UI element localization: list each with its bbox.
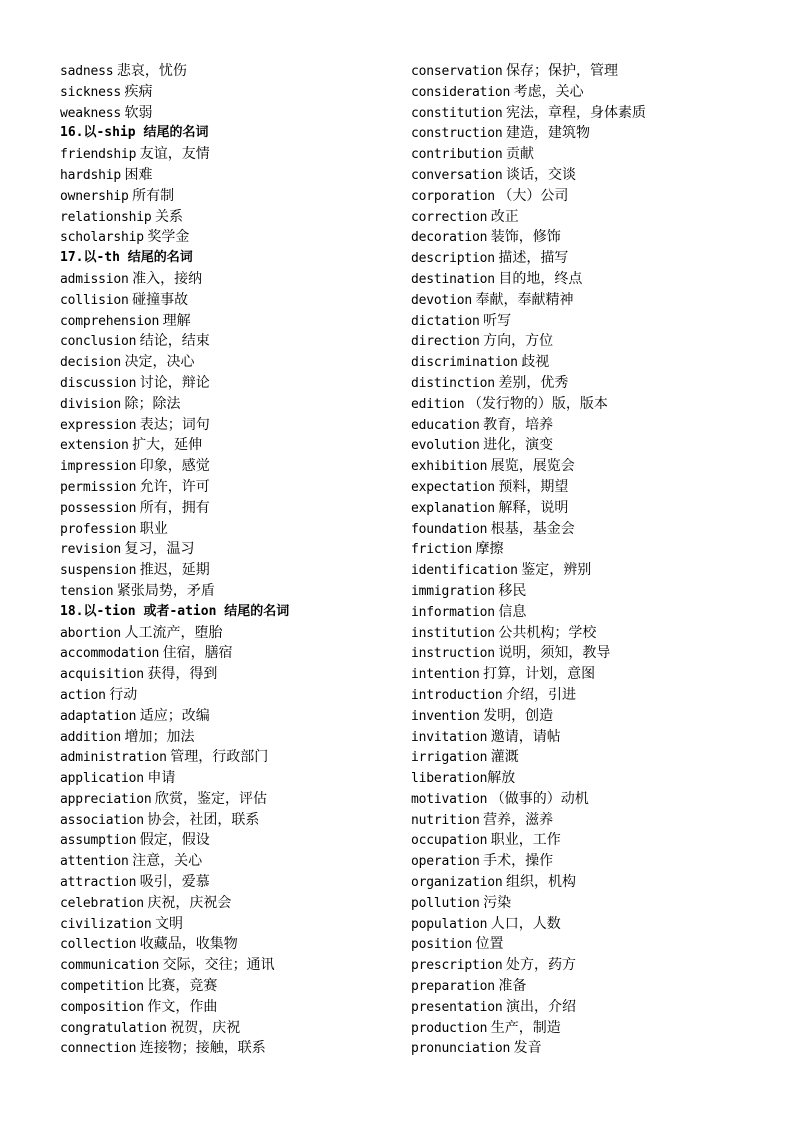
vocab-entry [411,373,771,394]
english-word: division [60,396,122,412]
vocab-entry [411,331,771,352]
chinese-meaning: 演出，介绍 [506,998,577,1015]
right-column [411,61,771,1059]
vocab-entry [60,914,400,935]
vocab-entry [411,643,771,664]
vocab-entry [60,103,400,124]
english-word: information [411,604,495,620]
vocab-entry [60,851,400,872]
chinese-meaning: 听写 [483,312,512,329]
vocab-entry [411,519,771,540]
english-word: collection [60,937,137,953]
vocab-entry [411,207,771,228]
vocab-entry [411,1018,771,1039]
chinese-meaning: 欣赏，鉴定，评估 [155,790,268,807]
english-word: acquisition [60,667,144,683]
english-word: introduction [411,687,503,703]
chinese-meaning: 邀请，请帖 [490,728,561,745]
vocab-entry [411,581,771,602]
vocab-entry [60,394,400,415]
english-word: relationship [60,209,152,225]
english-word: irrigation [411,750,488,766]
chinese-meaning: 手术，操作 [483,853,554,870]
english-word: congratulation [60,1020,167,1036]
vocab-entry [60,227,400,248]
vocab-entry [411,976,771,997]
chinese-meaning: 推迟，延期 [139,562,210,579]
vocab-entry [411,269,771,290]
chinese-meaning: 摩擦 [475,541,504,558]
vocab-entry [411,789,771,810]
english-word: accommodation [60,646,160,662]
vocab-entry [411,623,771,644]
english-word: admission [60,271,129,287]
chinese-meaning: 信息 [498,603,527,620]
chinese-meaning: 庆祝，庆祝会 [147,894,232,911]
vocab-entry [411,144,771,165]
english-word: possession [60,500,137,516]
chinese-meaning: 复习，温习 [124,541,195,558]
english-word: expression [60,417,137,433]
english-word: competition [60,979,144,995]
vocab-entry [411,747,771,768]
chinese-meaning: （发行物的）版，版本 [467,395,608,412]
english-word: sadness [60,64,114,79]
vocab-entry [60,477,400,498]
chinese-meaning: 移民 [498,582,527,599]
english-word: position [411,937,473,953]
vocab-entry [60,893,400,914]
vocab-entry [60,352,400,373]
vocab-entry [411,311,771,332]
chinese-meaning: 建造，建筑物 [506,125,591,142]
vocab-entry [60,415,400,436]
chinese-meaning: 位置 [475,936,504,953]
chinese-meaning: 人工流产，堕胎 [124,624,223,641]
chinese-meaning: 灌溉 [490,749,519,766]
chinese-meaning: 除；除法 [124,395,181,412]
english-word: conversation [411,167,503,183]
vocab-entry [411,415,771,436]
english-word: preparation [411,979,495,995]
vocab-entry [60,311,400,332]
chinese-meaning: 扩大，延伸 [132,437,203,454]
chinese-meaning: 友谊，友情 [139,146,210,163]
vocab-entry [411,934,771,955]
english-word: construction [411,126,503,142]
vocab-entry [411,893,771,914]
chinese-meaning: 职业，工作 [490,832,561,849]
english-word: composition [60,999,144,1015]
chinese-meaning: 管理，行政部门 [170,749,269,766]
english-word: motivation [411,791,488,807]
vocab-entry [411,955,771,976]
chinese-meaning: 介绍，引进 [506,686,577,703]
chinese-meaning: 进化，演变 [483,437,554,454]
vocab-entry [60,331,400,352]
left-column [60,61,400,1059]
english-word: civilization [60,916,152,932]
vocab-entry [60,830,400,851]
vocab-entry [60,789,400,810]
chinese-meaning: 差别，优秀 [498,374,569,391]
english-word: administration [60,750,167,766]
vocab-entry [60,165,400,186]
vocab-entry [411,227,771,248]
chinese-meaning: 比赛，竞赛 [147,978,218,995]
english-word: occupation [411,833,488,849]
english-word: attention [60,854,129,870]
english-word: impression [60,459,137,475]
chinese-meaning: 讨论，辩论 [139,374,210,391]
chinese-meaning: 解释，说明 [498,499,569,516]
english-word: direction [411,334,480,350]
vocab-entry [60,934,400,955]
english-word: operation [411,854,480,870]
english-word: profession [60,521,137,537]
chinese-meaning: 公共机构；学校 [498,624,597,641]
english-word: addition [60,729,122,745]
english-word: discrimination [411,355,518,371]
english-word: revision [60,542,122,558]
chinese-meaning: 允许，许可 [139,478,210,495]
chinese-meaning: 准入，接纳 [132,270,203,287]
vocab-entry [60,373,400,394]
english-word: description [411,251,495,267]
english-word: liberation [411,771,488,787]
chinese-meaning: 生产，制造 [490,1019,561,1036]
chinese-meaning: 根基，基金会 [490,520,575,537]
chinese-meaning: 适应；改编 [139,707,210,724]
chinese-meaning: （做事的）动机 [490,790,589,807]
chinese-meaning: 决定，决心 [124,354,195,371]
english-word: institution [411,625,495,641]
vocab-entry [411,997,771,1018]
chinese-meaning: 增加；加法 [124,728,195,745]
vocab-entry [411,352,771,373]
english-word: appreciation [60,791,152,807]
vocab-entry [60,1018,400,1039]
vocab-entry [411,394,771,415]
vocab-entry [60,664,400,685]
english-word: population [411,916,488,932]
chinese-meaning: 准备 [498,978,527,995]
vocab-entry [60,872,400,893]
vocab-entry [60,290,400,311]
vocab-entry [411,456,771,477]
chinese-meaning: 理解 [162,312,191,329]
vocab-entry [411,123,771,144]
section-heading: 18.以-tion 或者-ation 结尾的名词 [60,603,290,619]
vocab-entry [60,269,400,290]
vocab-entry [60,643,400,664]
english-word: immigration [411,583,495,599]
vocab-entry [60,955,400,976]
chinese-meaning: 营养，滋养 [483,811,554,828]
english-word: action [60,687,106,703]
chinese-meaning: 污染 [483,894,512,911]
chinese-meaning: 假定，假设 [139,832,210,849]
english-word: ownership [60,188,129,204]
chinese-meaning: 注意，关心 [132,853,203,870]
english-word: pronunciation [411,1041,511,1057]
english-word: presentation [411,999,503,1015]
chinese-meaning: 连接物；接触，联系 [139,1040,266,1057]
chinese-meaning: 印象，感觉 [139,458,210,475]
english-word: corporation [411,188,495,204]
chinese-meaning: 描述，描写 [498,250,569,267]
chinese-meaning: 文明 [155,915,184,932]
chinese-meaning: 收藏品，收集物 [139,936,238,953]
chinese-meaning: 展览，展览会 [490,458,575,475]
vocab-entry [411,82,771,103]
vocab-entry [411,103,771,124]
english-word: dictation [411,313,480,329]
english-word: friendship [60,147,137,163]
english-word: correction [411,209,488,225]
chinese-meaning: 人口，人数 [490,915,561,932]
english-word: education [411,417,480,433]
vocab-entry [60,976,400,997]
chinese-meaning: 组织，机构 [506,874,577,891]
english-word: connection [60,1041,137,1057]
vocab-entry [411,664,771,685]
vocab-entry [411,165,771,186]
vocab-entry [411,435,771,456]
vocab-entry [60,706,400,727]
vocab-entry [411,498,771,519]
english-word: intention [411,667,480,683]
chinese-meaning: 作文，作曲 [147,998,218,1015]
english-word: invitation [411,729,488,745]
vocab-entry [60,539,400,560]
english-word: decision [60,355,122,371]
chinese-meaning: 祝贺，庆祝 [170,1019,241,1036]
english-word: celebration [60,895,144,911]
chinese-meaning: 所有，拥有 [139,499,210,516]
section-heading: 17.以-th 结尾的名词 [60,250,193,266]
vocab-entry [411,727,771,748]
english-word: invention [411,708,480,724]
vocab-entry [60,768,400,789]
english-word: tension [60,583,114,599]
english-word: discussion [60,375,137,391]
vocab-entry [411,851,771,872]
english-word: conclusion [60,334,137,350]
english-word: explanation [411,500,495,516]
vocab-entry [60,519,400,540]
chinese-meaning: 方向，方位 [483,333,554,350]
english-word: identification [411,563,518,579]
chinese-meaning: 贡献 [506,146,535,163]
english-word: comprehension [60,313,160,329]
vocab-entry [411,830,771,851]
vocab-entry [411,872,771,893]
vocab-entry [411,290,771,311]
chinese-meaning: 交际，交往；通讯 [162,957,275,974]
english-word: consideration [411,84,511,100]
chinese-meaning: 行动 [109,686,138,703]
english-word: attraction [60,875,137,891]
chinese-meaning: 协会，社团，联系 [147,811,260,828]
chinese-meaning: 目的地，终点 [498,270,583,287]
english-word: application [60,771,144,787]
english-word: constitution [411,105,503,121]
english-word: hardship [60,167,122,183]
vocab-entry [411,768,771,789]
vocab-entry [60,747,400,768]
vocab-entry [60,61,400,82]
chinese-meaning: 鉴定，辨别 [521,562,592,579]
english-word: association [60,812,144,828]
chinese-meaning: 表达；词句 [139,416,210,433]
english-word: destination [411,271,495,287]
vocab-entry [411,539,771,560]
english-word: nutrition [411,812,480,828]
chinese-meaning: 预料，期望 [498,478,569,495]
chinese-meaning: 紧张局势，矛盾 [116,582,215,599]
english-word: pollution [411,895,480,911]
chinese-meaning: 处方，药方 [506,957,577,974]
chinese-meaning: 歧视 [521,354,550,371]
english-word: prescription [411,958,503,974]
english-word: sickness [60,84,122,100]
chinese-meaning: 谈话，交谈 [506,166,577,183]
english-word: production [411,1020,488,1036]
chinese-meaning: （大）公司 [498,187,569,204]
english-word: expectation [411,479,495,495]
vocab-entry [60,560,400,581]
english-word: foundation [411,521,488,537]
english-word: permission [60,479,137,495]
chinese-meaning: 疾病 [124,83,153,100]
vocab-entry [60,144,400,165]
english-word: evolution [411,438,480,454]
english-word: devotion [411,292,473,308]
chinese-meaning: 考虑，关心 [513,83,584,100]
vocab-entry [411,685,771,706]
english-word: distinction [411,375,495,391]
english-word: communication [60,958,160,974]
english-word: exhibition [411,459,488,475]
chinese-meaning: 改正 [490,208,519,225]
vocab-entry [411,1038,771,1059]
english-word: assumption [60,833,137,849]
chinese-meaning: 装饰，修饰 [490,229,561,246]
vocab-entry [60,623,400,644]
chinese-meaning: 保存；保护，管理 [506,63,619,79]
vocab-entry [411,248,771,269]
chinese-meaning: 申请 [147,770,176,787]
vocab-entry [60,1038,400,1059]
chinese-meaning: 说明，须知，教导 [498,645,611,662]
chinese-meaning: 教育，培养 [483,416,554,433]
vocab-entry [60,581,400,602]
chinese-meaning: 打算，计划，意图 [483,666,596,683]
vocab-entry [60,685,400,706]
vocab-entry [60,498,400,519]
english-word: contribution [411,147,503,163]
vocab-entry [411,914,771,935]
chinese-meaning: 所有制 [132,187,175,204]
vocab-entry [411,560,771,581]
chinese-meaning: 困难 [124,166,153,183]
chinese-meaning: 解放 [487,770,516,787]
chinese-meaning: 悲哀，忧伤 [116,63,187,79]
vocab-entry [411,706,771,727]
vocab-entry [60,810,400,831]
vocab-entry [411,810,771,831]
chinese-meaning: 发音 [513,1040,542,1057]
vocab-entry [60,82,400,103]
english-word: adaptation [60,708,137,724]
chinese-meaning: 宪法，章程，身体素质 [506,104,647,121]
english-word: suspension [60,563,137,579]
vocab-entry [60,207,400,228]
english-word: decoration [411,230,488,246]
english-word: instruction [411,646,495,662]
english-word: collision [60,292,129,308]
english-word: friction [411,542,473,558]
chinese-meaning: 碰撞事故 [132,291,189,308]
vocab-entry [60,997,400,1018]
english-word: organization [411,875,503,891]
vocab-entry [411,186,771,207]
chinese-meaning: 奖学金 [147,229,190,246]
section-heading: 16.以-ship 结尾的名词 [60,125,209,141]
chinese-meaning: 住宿，膳宿 [162,645,233,662]
vocab-entry [60,456,400,477]
chinese-meaning: 职业 [139,520,168,537]
english-word: conservation [411,64,503,79]
english-word: weakness [60,105,122,121]
chinese-meaning: 结论，结束 [139,333,210,350]
chinese-meaning: 软弱 [124,104,153,121]
english-word: scholarship [60,230,144,246]
vocab-entry [411,61,771,82]
vocab-entry [411,477,771,498]
chinese-meaning: 发明，创造 [483,707,554,724]
vocab-entry [411,602,771,623]
chinese-meaning: 关系 [155,208,184,225]
chinese-meaning: 获得，得到 [147,666,218,683]
english-word: extension [60,438,129,454]
chinese-meaning: 吸引，爱慕 [139,874,210,891]
chinese-meaning: 奉献，奉献精神 [475,291,574,308]
vocab-entry [60,186,400,207]
vocab-entry [60,435,400,456]
english-word: edition [411,396,465,412]
english-word: abortion [60,625,122,641]
vocab-entry [60,727,400,748]
